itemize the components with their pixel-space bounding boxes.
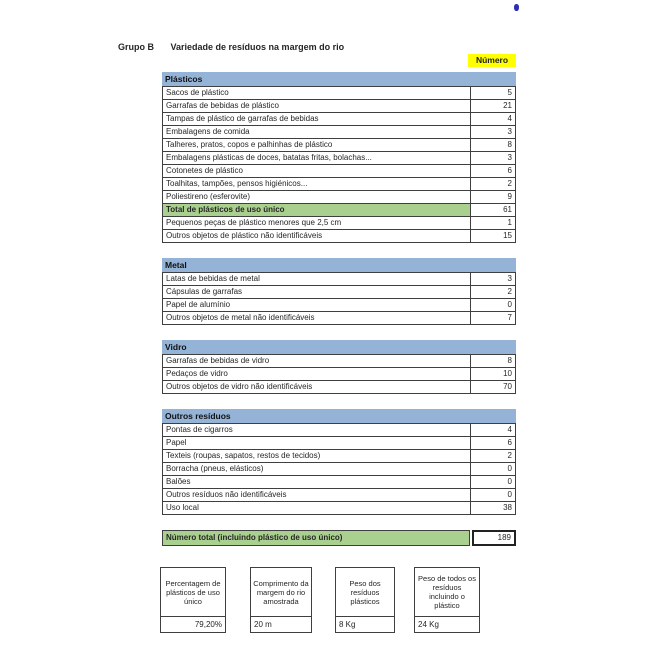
table-row — [162, 285, 516, 299]
waste-table — [162, 72, 516, 546]
table-row — [162, 501, 516, 515]
row-label: Latas de bebidas de metal — [163, 273, 471, 285]
row-label: Outros resíduos não identificáveis — [163, 489, 471, 501]
table-row — [162, 475, 516, 489]
table-row — [162, 125, 516, 139]
table-row — [162, 380, 516, 394]
row-value: 4 — [507, 114, 512, 123]
row-label: Uso local — [163, 502, 471, 514]
row-value: 6 — [507, 438, 512, 447]
waste-section — [162, 258, 516, 325]
section-rows — [162, 272, 516, 325]
row-label: Papel — [163, 437, 471, 449]
row-value: 10 — [503, 369, 512, 378]
summary-box-percentage — [160, 567, 226, 633]
table-row — [162, 298, 516, 312]
table-row — [162, 164, 516, 178]
section-rows — [162, 86, 516, 243]
row-label: Cotonetes de plástico — [163, 165, 471, 177]
row-value: 9 — [507, 192, 512, 201]
summary-box-label: Peso dos resíduos plásticos — [335, 567, 395, 617]
section-header: Vidro — [162, 340, 516, 354]
grand-total-row — [162, 530, 516, 546]
page-title: Variedade de resíduos na margem do rio — [170, 42, 345, 52]
summary-box-value: 79,20% — [160, 616, 226, 633]
number-column-header: Número — [468, 54, 516, 67]
grand-total-value: 189 — [472, 530, 516, 546]
table-row — [162, 229, 516, 243]
row-value: 2 — [507, 179, 512, 188]
row-value: 3 — [507, 153, 512, 162]
table-row — [162, 203, 516, 217]
table-row — [162, 177, 516, 191]
row-label: Pedaços de vidro — [163, 368, 471, 380]
grand-total-label: Número total (incluindo plástico de uso único) — [162, 530, 470, 546]
table-row — [162, 354, 516, 368]
row-label: Embalagens plásticas de doces, batatas fritas, bolachas... — [163, 152, 471, 164]
summary-box-value: 8 Kg — [335, 616, 395, 633]
row-label: Garrafas de bebidas de vidro — [163, 355, 471, 367]
waste-section — [162, 72, 516, 243]
row-value: 3 — [507, 274, 512, 283]
row-label: Sacos de plástico — [163, 87, 471, 99]
row-value: 8 — [507, 356, 512, 365]
row-label: Outros objetos de metal não identificáveis — [163, 312, 471, 324]
row-value: 0 — [507, 477, 512, 486]
table-row — [162, 436, 516, 450]
row-label: Balões — [163, 476, 471, 488]
row-value: 61 — [503, 205, 512, 214]
row-label: Texteis (roupas, sapatos, restos de tecidos) — [163, 450, 471, 462]
waste-section — [162, 340, 516, 394]
row-value: 5 — [507, 88, 512, 97]
row-label: Poliestireno (esferovite) — [163, 191, 471, 203]
row-label: Garrafas de bebidas de plástico — [163, 100, 471, 112]
table-row — [162, 86, 516, 100]
row-value: 3 — [507, 127, 512, 136]
table-row — [162, 367, 516, 381]
table-row — [162, 311, 516, 325]
summary-box-bank-length — [250, 567, 312, 633]
table-row — [162, 216, 516, 230]
row-value: 0 — [507, 300, 512, 309]
table-row — [162, 138, 516, 152]
row-label: Cápsulas de garrafas — [163, 286, 471, 298]
waste-section — [162, 409, 516, 515]
section-rows — [162, 423, 516, 515]
row-value: 21 — [503, 101, 512, 110]
row-label: Papel de alumínio — [163, 299, 471, 311]
summary-box-value: 24 Kg — [414, 616, 480, 633]
row-label: Toalhitas, tampões, pensos higiénicos... — [163, 178, 471, 190]
row-value: 2 — [507, 287, 512, 296]
row-value: 38 — [503, 503, 512, 512]
waste-table-sections — [162, 72, 516, 515]
summary-box-label: Percentagem de plásticos de uso único — [160, 567, 226, 617]
group-label: Grupo B — [118, 42, 154, 52]
table-row — [162, 151, 516, 165]
page-header — [118, 42, 344, 52]
row-value: 6 — [507, 166, 512, 175]
row-value: 4 — [507, 425, 512, 434]
row-value: 70 — [503, 382, 512, 391]
table-row — [162, 423, 516, 437]
section-header: Metal — [162, 258, 516, 272]
row-value: 0 — [507, 464, 512, 473]
summary-box-total-weight — [414, 567, 480, 633]
row-label: Outros objetos de plástico não identificáveis — [163, 230, 471, 242]
row-value: 1 — [507, 218, 512, 227]
row-label: Outros objetos de vidro não identificáveis — [163, 381, 471, 393]
table-row — [162, 190, 516, 204]
row-label: Tampas de plástico de garrafas de bebidas — [163, 113, 471, 125]
table-row — [162, 462, 516, 476]
row-label: Embalagens de comida — [163, 126, 471, 138]
table-row — [162, 272, 516, 286]
row-label: Borracha (pneus, elásticos) — [163, 463, 471, 475]
row-value: 8 — [507, 140, 512, 149]
table-row — [162, 449, 516, 463]
summary-box-label: Comprimento da margem do rio amostrada — [250, 567, 312, 617]
ink-dot — [514, 4, 519, 11]
row-label: Talheres, pratos, copos e palhinhas de plástico — [163, 139, 471, 151]
row-value: 15 — [503, 231, 512, 240]
row-value: 0 — [507, 490, 512, 499]
row-label: Pequenos peças de plástico menores que 2,5 cm — [163, 217, 471, 229]
summary-box-value: 20 m — [250, 616, 312, 633]
section-header: Plásticos — [162, 72, 516, 86]
summary-box-label: Peso de todos os resíduos incluindo o plástico — [414, 567, 480, 617]
row-label: Total de plásticos de uso único — [163, 204, 471, 216]
table-row — [162, 488, 516, 502]
section-header: Outros resíduos — [162, 409, 516, 423]
section-rows — [162, 354, 516, 394]
table-row — [162, 112, 516, 126]
row-value: 2 — [507, 451, 512, 460]
summary-box-plastic-weight — [335, 567, 395, 633]
row-label: Pontas de cigarros — [163, 424, 471, 436]
table-row — [162, 99, 516, 113]
row-value: 7 — [507, 313, 512, 322]
